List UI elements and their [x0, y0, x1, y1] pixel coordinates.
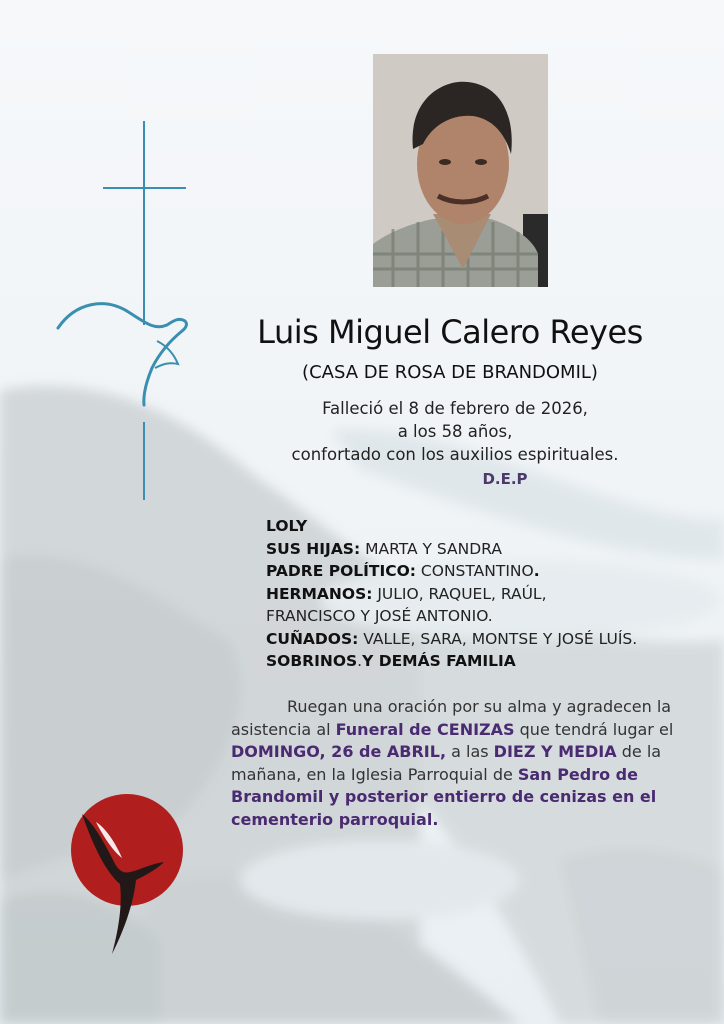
death-info: [250, 397, 660, 466]
funeral-date: DOMINGO, 26 de ABRIL,: [231, 742, 447, 761]
deceased-name: Luis Miguel Calero Reyes: [257, 313, 643, 351]
deceased-photo: [373, 54, 548, 287]
family-nephews: SOBRINOS.Y DEMÁS FAMILIA: [266, 652, 516, 670]
funeral-announcement: Ruegan una oración por su alma y agradecen la asistencia al Funeral de CENIZAS que tendrá lugar el DOMINGO, 26 de ABRIL, a las DIEZ Y MEDIA de la mañana, en la Iglesia Parroquial de San Pedro de Brandomil y posterior entierro de cenizas en el cementerio parroquial.: [231, 697, 674, 829]
family-daughters: SUS HIJAS: MARTA Y SANDRA: [266, 539, 502, 558]
death-comfort: confortado con los auxilios espirituales.: [291, 445, 619, 464]
death-date: Falleció el 8 de febrero de 2026,: [322, 399, 588, 418]
cross-dove-icon: [55, 118, 195, 508]
deceased-house: (CASA DE ROSA DE BRANDOMIL): [302, 362, 598, 383]
funeral-location: San Pedro de Brandomil y posterior entierro de cenizas en el cementerio parroquial.: [231, 764, 657, 829]
family-in-laws: CUÑADOS: VALLE, SARA, MONTSE Y JOSÉ LUÍS.: [266, 629, 638, 648]
family-siblings: HERMANOS: JULIO, RAQUEL, RAÚL,: [266, 584, 547, 603]
funeral-home-logo: [70, 792, 185, 962]
death-age: a los 58 años,: [397, 422, 513, 441]
family-spouse: LOLY: [266, 517, 308, 535]
family-list: [266, 515, 706, 673]
dep-text: D.E.P: [482, 470, 528, 488]
funeral-time: DIEZ Y MEDIA: [493, 742, 617, 761]
family-father-in-law: PADRE POLÍTICO: CONSTANTINO.: [266, 562, 540, 580]
family-siblings-cont: FRANCISCO Y JOSÉ ANTONIO.: [266, 607, 493, 625]
funeral-type: Funeral de CENIZAS: [335, 719, 515, 739]
